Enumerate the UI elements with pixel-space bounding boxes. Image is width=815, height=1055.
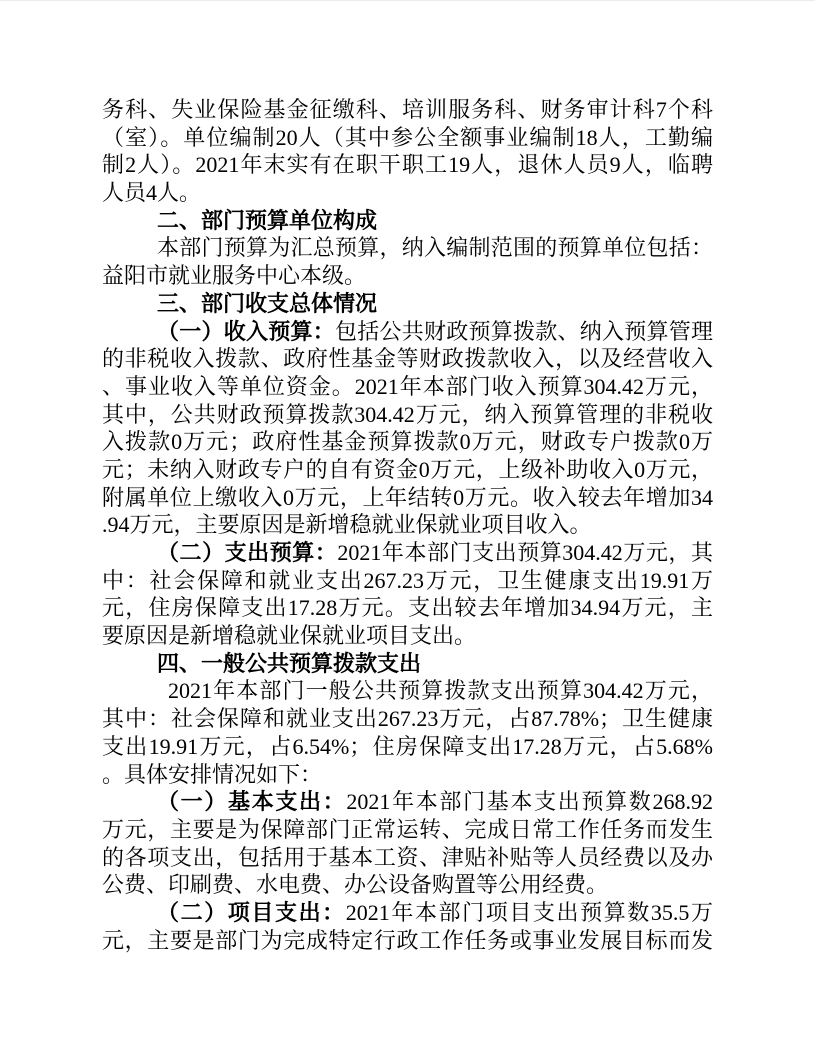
text-line [102, 927, 713, 955]
line-text: （室）。单位编制20人（其中参公全额事业编制18人，工勤编 [102, 124, 713, 150]
line-text: 支出19.91万元，占6.54%；住房保障支出17.28万元，占5.68% [102, 733, 713, 759]
text-line [102, 234, 713, 262]
section-heading [102, 207, 713, 235]
line-text: 2021年本部门项目支出预算数35.5万 [345, 899, 713, 925]
section-heading [102, 290, 713, 318]
bold-lead-text: 二、部门预算单位构成 [157, 207, 378, 233]
text-line [102, 151, 713, 179]
text-line [102, 262, 713, 290]
bold-lead-text: 三、部门收支总体情况 [157, 290, 378, 316]
text-line [102, 788, 713, 816]
bold-lead-text: 四、一般公共预算拨款支出 [157, 650, 422, 676]
line-text: 务科、失业保险基金征缴科、培训服务科、财务审计科7个科 [102, 97, 713, 122]
line-text: 附属单位上缴收入0万元，上年结转0万元。收入较去年增加34 [102, 484, 713, 510]
line-text: 包括公共财政预算拨款、纳入预算管理 [335, 318, 713, 344]
line-text: 其中：社会保障和就业支出267.23万元，占87.78%；卫生健康 [102, 706, 713, 732]
text-line [102, 733, 713, 761]
text-line [102, 456, 713, 484]
text-line [102, 567, 713, 595]
text-line [102, 401, 713, 429]
text-line [102, 124, 713, 152]
line-text: 万元，主要是为保障部门正常运转、完成日常工作任务而发生 [102, 816, 713, 842]
bold-lead-text: （一）基本支出： [157, 789, 347, 815]
document-text [102, 96, 713, 954]
text-line [102, 345, 713, 373]
line-text: 要原因是新增稳就业保就业项目支出。 [102, 623, 477, 649]
text-line [102, 179, 713, 207]
line-text: 公费、印刷费、水电费、办公设备购置等公用经费。 [102, 872, 609, 898]
text-line [102, 373, 713, 401]
text-line [102, 761, 713, 789]
text-line [102, 511, 713, 539]
line-text: 元；未纳入财政专户的自有资金0万元，上级补助收入0万元， [102, 456, 713, 482]
text-line [102, 622, 713, 650]
text-line [102, 871, 713, 899]
line-text: 元，住房保障支出17.28万元。支出较去年增加34.94万元，主 [102, 595, 713, 621]
line-text: 2021年本部门支出预算304.42万元，其 [337, 540, 713, 565]
text-line [102, 428, 713, 456]
line-text: 2021年本部门一般公共预算拨款支出预算304.42万元， [168, 678, 713, 704]
line-text: .94万元，主要原因是新增稳就业保就业项目收入。 [102, 512, 592, 538]
text-line [102, 705, 713, 733]
text-line [102, 816, 713, 844]
line-text: 、事业收入等单位资金。2021年本部门收入预算304.42万元， [102, 373, 713, 399]
line-text: 。具体安排情况如下： [102, 761, 323, 787]
line-text: 中：社会保障和就业支出267.23万元，卫生健康支出19.91万 [102, 567, 713, 593]
section-heading [102, 650, 713, 678]
line-text: 本部门预算为汇总预算，纳入编制范围的预算单位包括： [157, 235, 713, 261]
line-text: 其中，公共财政预算拨款304.42万元，纳入预算管理的非税收 [102, 401, 713, 427]
text-line [102, 594, 713, 622]
line-text: 的非税收入拨款、政府性基金等财政拨款收入，以及经营收入 [102, 346, 713, 372]
text-line [102, 318, 713, 346]
text-line [102, 96, 713, 124]
text-line [102, 899, 713, 927]
line-text: 益阳市就业服务中心本级。 [102, 263, 367, 289]
bold-lead-text: （二）项目支出： [157, 899, 346, 925]
text-line [102, 844, 713, 872]
text-line [102, 539, 713, 567]
bold-lead-text: （一）收入预算： [157, 318, 335, 344]
text-line [102, 677, 713, 705]
line-text: 元，主要是部门为完成特定行政工作任务或事业发展目标而发 [102, 927, 713, 953]
line-text: 入拨款0万元；政府性基金预算拨款0万元，财政专户拨款0万 [102, 429, 713, 455]
line-text: 2021年本部门基本支出预算数268.92 [346, 789, 713, 815]
text-line [102, 484, 713, 512]
line-text: 的各项支出，包括用于基本工资、津贴补贴等人员经费以及办 [102, 844, 713, 870]
bold-lead-text: （二）支出预算： [157, 540, 338, 565]
line-text: 人员4人。 [102, 180, 202, 206]
line-text: 制2人）。2021年末实有在职干职工19人，退休人员9人，临聘 [102, 152, 713, 178]
